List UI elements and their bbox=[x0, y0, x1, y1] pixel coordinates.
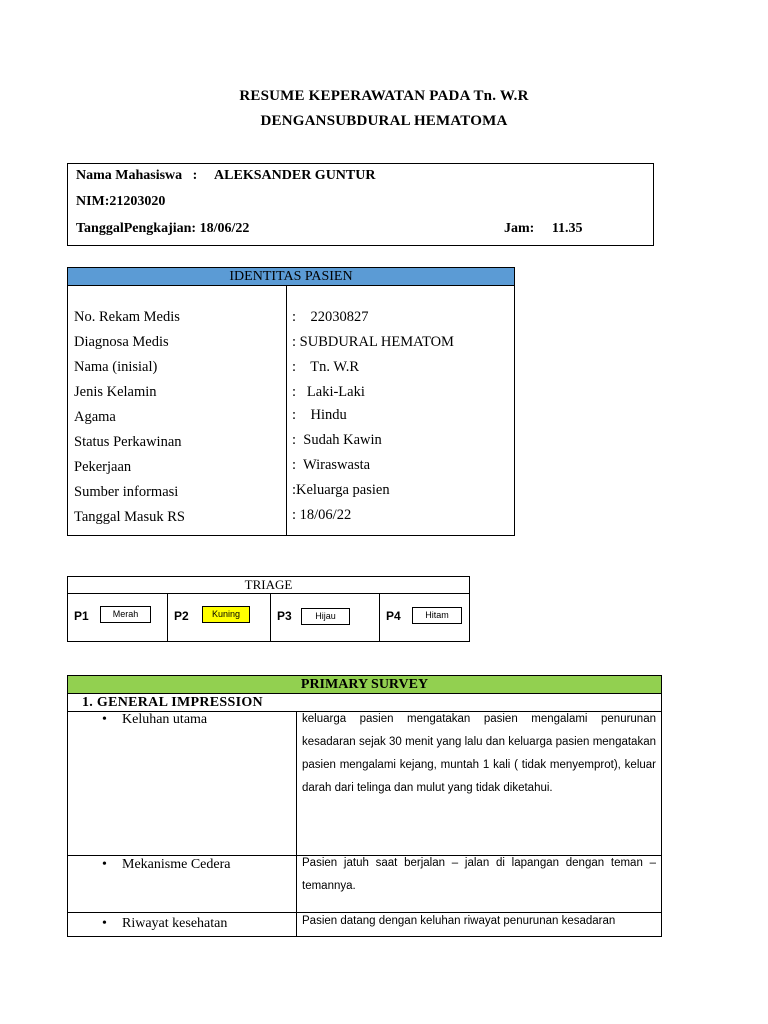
triage-code: P1 bbox=[74, 609, 89, 623]
identity-value: : Sudah Kawin bbox=[292, 432, 382, 448]
identity-value: : Laki-Laki bbox=[292, 384, 365, 400]
bullet-icon: • bbox=[102, 712, 107, 727]
triage-option-kuning[interactable]: Kuning bbox=[202, 606, 250, 623]
identity-value: : Wiraswasta bbox=[292, 457, 371, 473]
document-title-line-1: RESUME KEPERAWATAN PADA Tn. W.R bbox=[239, 88, 529, 104]
triage-code: P2 bbox=[174, 609, 189, 623]
survey-item-label: Keluhan utama bbox=[122, 712, 208, 727]
assessment-time: Jam: 11.35 bbox=[504, 221, 583, 236]
survey-item-label: Mekanisme Cedera bbox=[122, 857, 231, 872]
identity-label: Agama bbox=[74, 409, 116, 425]
triage-cell-p3 bbox=[270, 594, 379, 641]
triage-cell-p2 bbox=[167, 594, 270, 641]
identity-label: Diagnosa Medis bbox=[74, 334, 169, 350]
survey-item-text: keluarga pasien mengatakan pasien mengalami penurunan kesadaran sejak 30 menit yang lalu dan keluarga pasien mengatakan pasien mengalami kejang, muntah 1 kali ( tidak menyemprot), keluar darah dari telinga dan mulut yang tidak diketahui. bbox=[302, 713, 656, 794]
triage-option-merah[interactable]: Merah bbox=[100, 606, 151, 623]
identity-label: Jenis Kelamin bbox=[74, 384, 157, 400]
bullet-icon: • bbox=[102, 916, 107, 931]
primary-survey-table bbox=[67, 675, 662, 937]
identity-label: No. Rekam Medis bbox=[74, 309, 180, 325]
survey-item-text: Pasien datang dengan keluhan riwayat penurunan kesadaran bbox=[302, 915, 616, 927]
document-title-line-2: DENGANSUBDURAL HEMATOMA bbox=[260, 113, 508, 129]
triage-header: TRIAGE bbox=[68, 577, 469, 594]
identity-value: : 18/06/22 bbox=[292, 507, 352, 523]
triage-option-hijau[interactable]: Hijau bbox=[301, 608, 350, 625]
identity-value: : 22030827 bbox=[292, 309, 369, 325]
identity-value: : Hindu bbox=[292, 407, 347, 423]
general-impression-heading: 1. GENERAL IMPRESSION bbox=[82, 695, 263, 710]
identity-value: : Tn. W.R bbox=[292, 359, 360, 375]
student-nim: NIM:21203020 bbox=[76, 194, 166, 209]
survey-item-text: Pasien jatuh saat berjalan – jalan di lapangan dengan teman – temannya. bbox=[302, 857, 656, 892]
identity-value: :Keluarga pasien bbox=[292, 482, 390, 498]
patient-identity-table bbox=[67, 267, 515, 536]
identity-value: : SUBDURAL HEMATOM bbox=[292, 334, 454, 350]
bullet-icon: • bbox=[102, 857, 107, 872]
triage-code: P3 bbox=[277, 609, 292, 623]
identity-label: Pekerjaan bbox=[74, 459, 132, 475]
survey-item-label: Riwayat kesehatan bbox=[122, 916, 228, 931]
primary-survey-header: PRIMARY SURVEY bbox=[68, 676, 661, 694]
triage-table bbox=[67, 576, 470, 642]
triage-code: P4 bbox=[386, 609, 401, 623]
identity-label: Sumber informasi bbox=[74, 484, 179, 500]
identity-label: Status Perkawinan bbox=[74, 434, 182, 450]
identity-label: Tanggal Masuk RS bbox=[74, 509, 185, 525]
column-divider bbox=[296, 711, 297, 937]
triage-cell-p4 bbox=[379, 594, 469, 641]
identity-label: Nama (inisial) bbox=[74, 359, 158, 375]
assessment-date: TanggalPengkajian: 18/06/22 bbox=[76, 221, 250, 236]
student-name: Nama Mahasiswa : ALEKSANDER GUNTUR bbox=[76, 168, 376, 183]
column-divider bbox=[286, 286, 287, 535]
patient-identity-header: IDENTITAS PASIEN bbox=[68, 268, 514, 286]
triage-cell-p1 bbox=[68, 594, 167, 641]
student-info-box bbox=[67, 163, 654, 246]
triage-option-hitam[interactable]: Hitam bbox=[412, 607, 462, 624]
